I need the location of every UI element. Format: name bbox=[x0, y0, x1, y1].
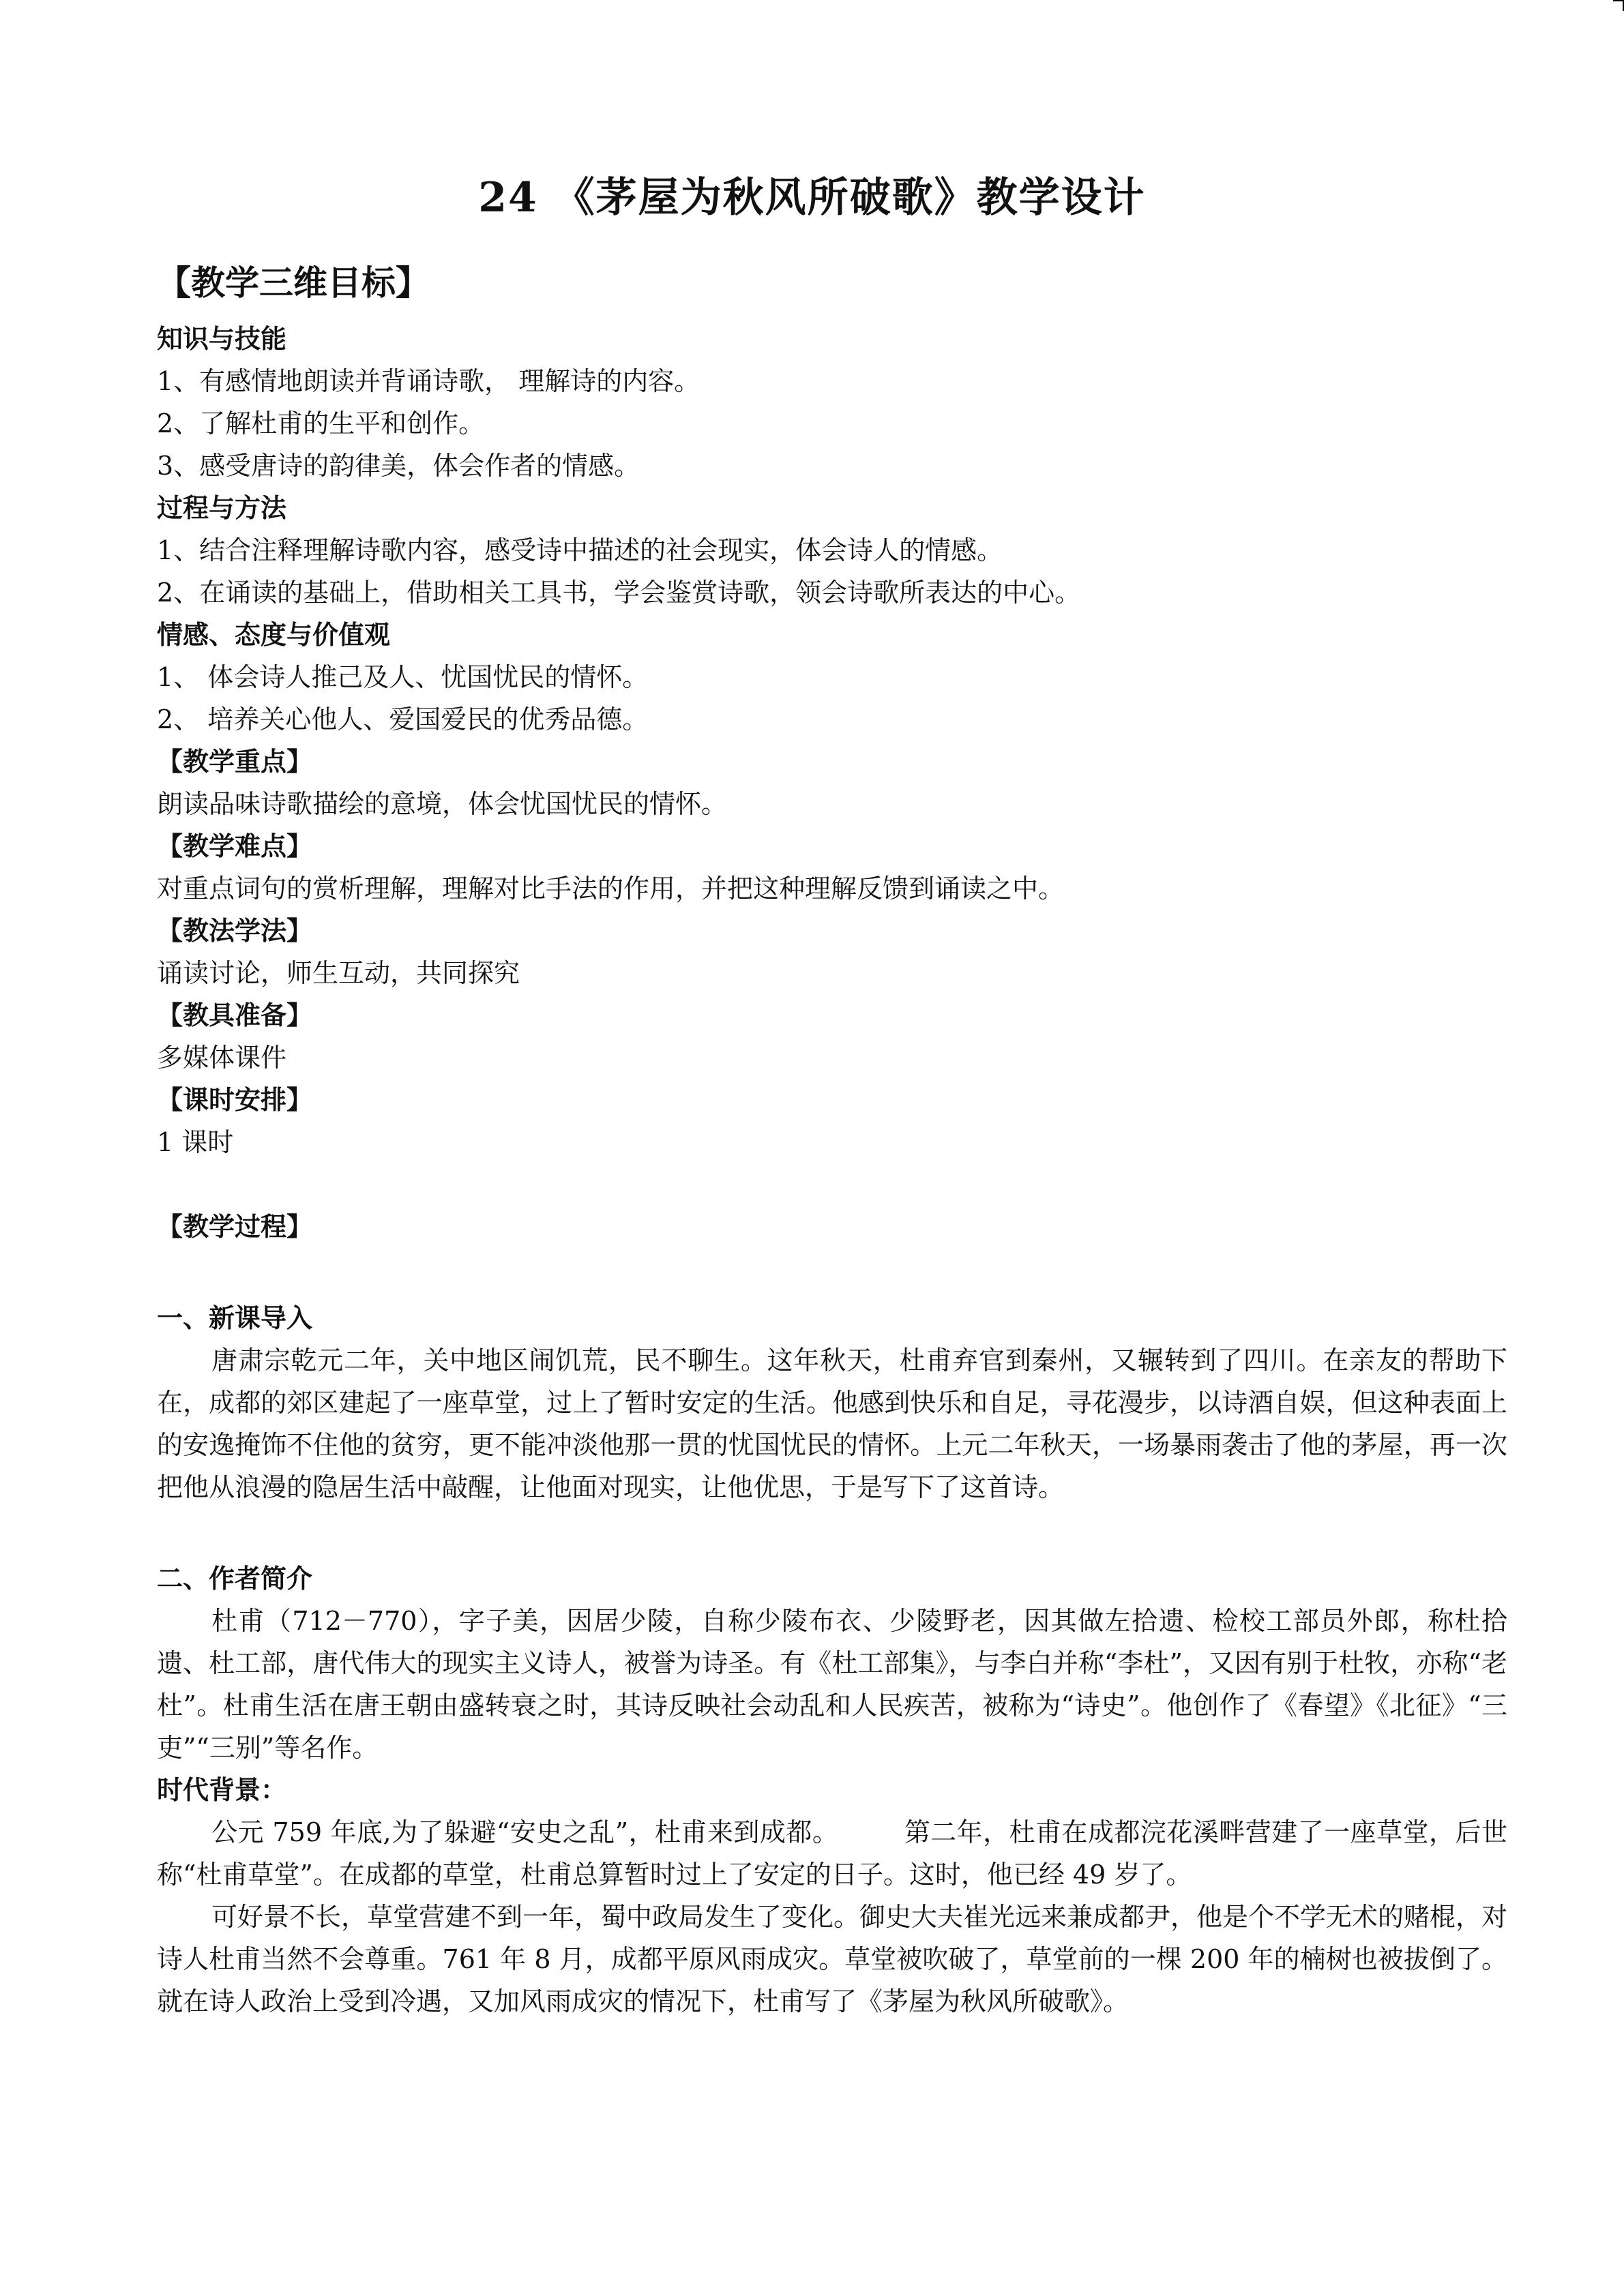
key-points-heading: 【教学重点】 bbox=[157, 747, 313, 777]
intro-heading: 一、新课导入 bbox=[157, 1303, 313, 1333]
tools-text: 多媒体课件 bbox=[157, 1043, 287, 1073]
schedule-text: 1 课时 bbox=[157, 1127, 234, 1157]
emotion-heading: 情感、态度与价值观 bbox=[157, 620, 391, 650]
process-method-item: 1、结合注释理解诗歌内容，感受诗中描述的社会现实，体会诗人的情感。 bbox=[157, 535, 1003, 565]
author-paragraph: 杜甫（712－770），字子美，因居少陵，自称少陵布衣、少陵野老，因其做左拾遗、检校工部员外郎，称杜拾遗、杜工部，唐代伟大的现实主义诗人，被誉为诗圣。有《杜工部集》，与李白并称“李杜”，又因有别于杜牧，亦称“老杜”。杜甫生活在唐王朝由盛转衰之时，其诗反映社会动乱和人民疾苦，被称为“诗史”。他创作了《春望》《北征》“三吏”“三别”等名作。 bbox=[157, 1606, 1507, 1763]
objectives-heading: 【教学三维目标】 bbox=[157, 263, 430, 303]
process-method-item: 2、在诵读的基础上，借助相关工具书，学会鉴赏诗歌，领会诗歌所表达的中心。 bbox=[157, 578, 1081, 608]
tools-heading: 【教具准备】 bbox=[157, 1000, 313, 1030]
process-method-heading: 过程与方法 bbox=[157, 493, 287, 523]
teaching-process-heading: 【教学过程】 bbox=[157, 1212, 313, 1242]
schedule-heading: 【课时安排】 bbox=[157, 1085, 313, 1115]
key-points-text: 朗读品味诗歌描绘的意境，体会忧国忧民的情怀。 bbox=[157, 789, 728, 819]
document-body bbox=[157, 252, 1507, 2023]
page-corner-mark bbox=[1613, 0, 1624, 11]
intro-paragraph: 唐肃宗乾元二年，关中地区闹饥荒，民不聊生。这年秋天，杜甫弃官到秦州，又辗转到了四川。在亲友的帮助下在，成都的郊区建起了一座草堂，过上了暂时安定的生活。他感到快乐和自足，寻花漫步，以诗酒自娱，但这种表面上的安逸掩饰不住他的贫穷，更不能冲淡他那一贯的忧国忧民的情怀。上元二年秋天，一场暴雨袭击了他的茅屋，再一次把他从浪漫的隐居生活中敲醒，让他面对现实，让他优思，于是写下了这首诗。 bbox=[157, 1345, 1507, 1502]
difficulties-heading: 【教学难点】 bbox=[157, 831, 313, 861]
emotion-item: 1、 体会诗人推己及人、忧国忧民的情怀。 bbox=[157, 662, 649, 692]
author-heading: 二、作者简介 bbox=[157, 1564, 313, 1594]
knowledge-heading: 知识与技能 bbox=[157, 324, 287, 354]
emotion-item: 2、 培养关心他人、爱国爱民的优秀品德。 bbox=[157, 704, 649, 734]
methods-heading: 【教法学法】 bbox=[157, 916, 313, 946]
knowledge-item: 2、了解杜甫的生平和创作。 bbox=[157, 408, 485, 438]
background-heading: 时代背景： bbox=[157, 1775, 287, 1805]
knowledge-item: 3、感受唐诗的韵律美，体会作者的情感。 bbox=[157, 451, 640, 481]
document-title: 24 《茅屋为秋风所破歌》教学设计 bbox=[478, 174, 1146, 222]
background-paragraph: 可好景不长，草堂营建不到一年，蜀中政局发生了变化。御史大夫崔光远来兼成都尹，他是个不学无术的赌棍，对诗人杜甫当然不会尊重。761 年 8 月，成都平原风雨成灾。草堂被吹破了，草堂前的一棵 200 年的楠树也被拔倒了。就在诗人政治上受到冷遇，又加风雨成灾的情况下，杜甫写了《茅屋为秋风所破歌》。 bbox=[157, 1902, 1508, 2016]
knowledge-item: 1、有感情地朗读并背诵诗歌， 理解诗的内容。 bbox=[157, 366, 700, 396]
methods-text: 诵读讨论，师生互动，共同探究 bbox=[157, 958, 520, 988]
difficulties-text: 对重点词句的赏析理解，理解对比手法的作用，并把这种理解反馈到诵读之中。 bbox=[157, 874, 1065, 904]
background-paragraph: 公元 759 年底,为了躲避“安史之乱”，杜甫来到成都。 第二年，杜甫在成都浣花溪畔营建了一座草堂，后世称“杜甫草堂”。在成都的草堂，杜甫总算暂时过上了安定的日子。这时，他已经 49 岁了。 bbox=[157, 1817, 1507, 1890]
